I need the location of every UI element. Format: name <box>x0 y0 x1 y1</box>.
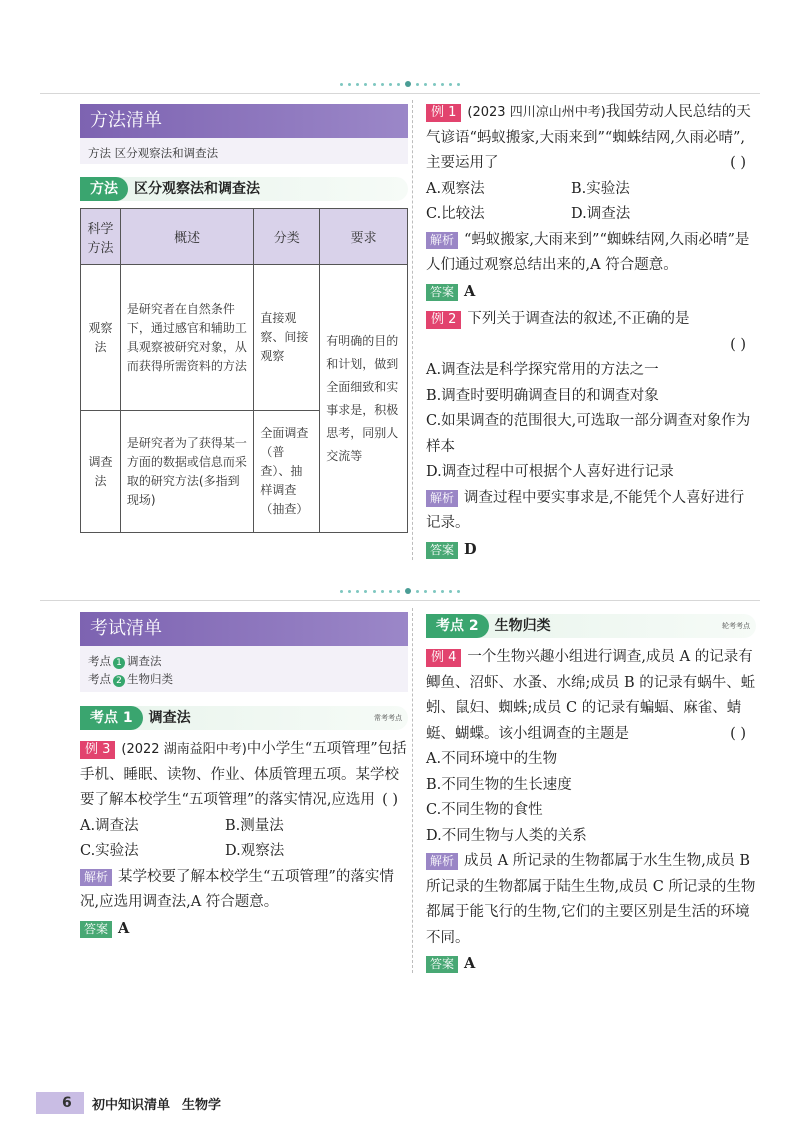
exam-list-item: 考点 2 生物归类 <box>88 672 173 686</box>
answer-tag: 答案 <box>80 921 112 938</box>
example-1 <box>426 100 756 305</box>
exam-list-box <box>80 612 408 692</box>
table-cell-method: 调查法 <box>81 411 121 533</box>
analysis-text: 调查过程中要实事求是,不能凭个人喜好进行记录。 <box>426 489 745 531</box>
table-cell-category: 全面调查（普查）、抽样调查（抽查） <box>254 411 320 533</box>
method-list-item: 方法 区分观察法和调查法 <box>88 146 219 160</box>
table-header: 分类 <box>254 209 320 265</box>
table-header: 要求 <box>320 209 408 265</box>
point-2-tag: 考点 2 <box>426 614 489 638</box>
footer <box>36 1092 221 1114</box>
option: B.调查时要明确调查目的和调查对象 <box>426 387 659 404</box>
example-stem: 我国劳动人民总结的天气谚语“蚂蚁搬家,大雨来到”“蜘蛛结网,久雨必晴”,主要运用了 <box>426 104 751 171</box>
method-list-box <box>80 104 408 164</box>
example-stem: 下列关于调查法的叙述,不正确的是 <box>467 311 690 327</box>
analysis-tag: 解析 <box>426 853 458 870</box>
answer-paren: ( ) <box>730 725 746 742</box>
analysis-text: 某学校要了解本校学生“五项管理”的落实情况,应选用调查法,A 符合题意。 <box>80 868 394 910</box>
example-source: (2022 湖南益阳中考) <box>121 742 247 757</box>
point-2-label: 生物归类 <box>494 618 551 634</box>
option: B.测量法 <box>225 817 284 834</box>
option: C.不同生物的食性 <box>426 802 543 818</box>
point-1-bar <box>80 706 408 730</box>
option: D.调查过程中可根据个人喜好进行记录 <box>426 464 674 480</box>
analysis-tag: 解析 <box>426 232 458 249</box>
column-separator-top <box>412 100 413 560</box>
answer-paren: ( ) <box>382 792 398 808</box>
option: A.调查法是科学探究常用的方法之一 <box>426 362 659 378</box>
method-tag: 方法 <box>80 177 128 201</box>
table-cell-category: 直接观察、间接观察 <box>254 265 320 411</box>
option: B.不同生物的生长速度 <box>426 776 572 793</box>
answer-tag: 答案 <box>426 956 458 973</box>
example-stem: 中小学生“五项管理”包括手机、睡眠、读物、作业、体质管理五项。某学校要了解本校学生“五项管理”的落实情况,应选用 <box>80 741 407 808</box>
method-bar <box>80 177 408 201</box>
example-2 <box>426 307 756 563</box>
analysis-tag: 解析 <box>426 490 458 507</box>
answer-value: D <box>464 540 477 558</box>
example-4 <box>426 645 756 978</box>
table-header: 科学方法 <box>81 209 121 265</box>
answer-value: A <box>118 919 130 937</box>
example-tag: 例 2 <box>426 311 461 329</box>
method-list-title: 方法清单 <box>80 104 408 138</box>
table-cell-requirement: 有明确的目的和计划，做到全面细致和实事求是，积极思考，同别人交流等 <box>320 265 408 533</box>
option: D.不同生物与人类的关系 <box>426 827 587 844</box>
exam-list-title: 考试清单 <box>80 612 408 646</box>
analysis-text: “蚂蚁搬家,大雨来到”“蜘蛛结网,久雨必晴”是人们通过观察总结出来的,A 符合题意。 <box>426 231 750 273</box>
option: C.实验法 <box>80 843 139 859</box>
top-dots <box>340 80 460 88</box>
method-label: 区分观察法和调查法 <box>134 181 260 197</box>
option: C.如果调查的范围很大,可选取一部分调查对象作为样本 <box>426 413 751 455</box>
example-tag: 例 1 <box>426 104 461 122</box>
table-cell-method: 观察法 <box>81 265 121 411</box>
point-2-bar <box>426 614 756 638</box>
example-tag: 例 3 <box>80 741 115 759</box>
option: C.比较法 <box>426 206 485 222</box>
book-title: 初中知识清单 <box>92 1097 171 1113</box>
example-stem: 一个生物兴趣小组进行调查,成员 A 的记录有鲫鱼、沼虾、水蚤、水绵;成员 B 的记录有蜗牛、蚯蚓、鼠妇、蜘蛛;成员 C 的记录有蝙蝠、麻雀、蜻蜓、蝴蝶。该小组调查的主题是 <box>426 649 756 742</box>
answer-paren: ( ) <box>730 336 746 353</box>
table-cell-overview: 是研究者为了获得某一方面的数据或信息而采取的研究方法(多指到现场) <box>120 411 253 533</box>
example-source: (2023 四川凉山州中考) <box>467 105 606 120</box>
option: D.调查法 <box>571 206 631 222</box>
middle-dots <box>340 587 460 595</box>
answer-tag: 答案 <box>426 542 458 559</box>
option: A.调查法 <box>80 817 139 834</box>
answer-tag: 答案 <box>426 284 458 301</box>
example-3 <box>80 737 408 942</box>
answer-value: A <box>464 955 476 972</box>
top-divider <box>40 93 760 94</box>
table-cell-overview: 是研究者在自然条件下，通过感官和辅助工具观察被研究对象，从而获得所需资料的方法 <box>120 265 253 411</box>
table-header: 概述 <box>120 209 253 265</box>
option: B.实验法 <box>571 180 630 197</box>
option: D.观察法 <box>225 843 285 859</box>
point-1-tag: 考点 1 <box>80 706 143 730</box>
example-tag: 例 4 <box>426 649 461 667</box>
point-2-frequency: 轮考考点 <box>722 622 750 630</box>
option: A.观察法 <box>426 180 485 197</box>
page-number: 6 <box>36 1092 84 1114</box>
analysis-text: 成员 A 所记录的生物都属于水生生物,成员 B 所记录的生物都属于陆生生物,成员 C 所记录的生物都属于能飞行的生物,它们的主要区别是生活的环境不同。 <box>426 853 756 946</box>
answer-paren: ( ) <box>730 155 746 171</box>
subject-label: 生物学 <box>182 1097 222 1113</box>
method-table <box>80 208 408 533</box>
option: A.不同环境中的生物 <box>426 751 558 767</box>
answer-value: A <box>464 282 476 300</box>
point-1-frequency: 常考考点 <box>374 714 402 722</box>
point-1-label: 调查法 <box>148 710 191 726</box>
exam-list-item: 考点 1 调查法 <box>88 654 162 668</box>
column-separator-bottom <box>412 608 413 973</box>
analysis-tag: 解析 <box>80 869 112 886</box>
middle-divider <box>40 600 760 601</box>
